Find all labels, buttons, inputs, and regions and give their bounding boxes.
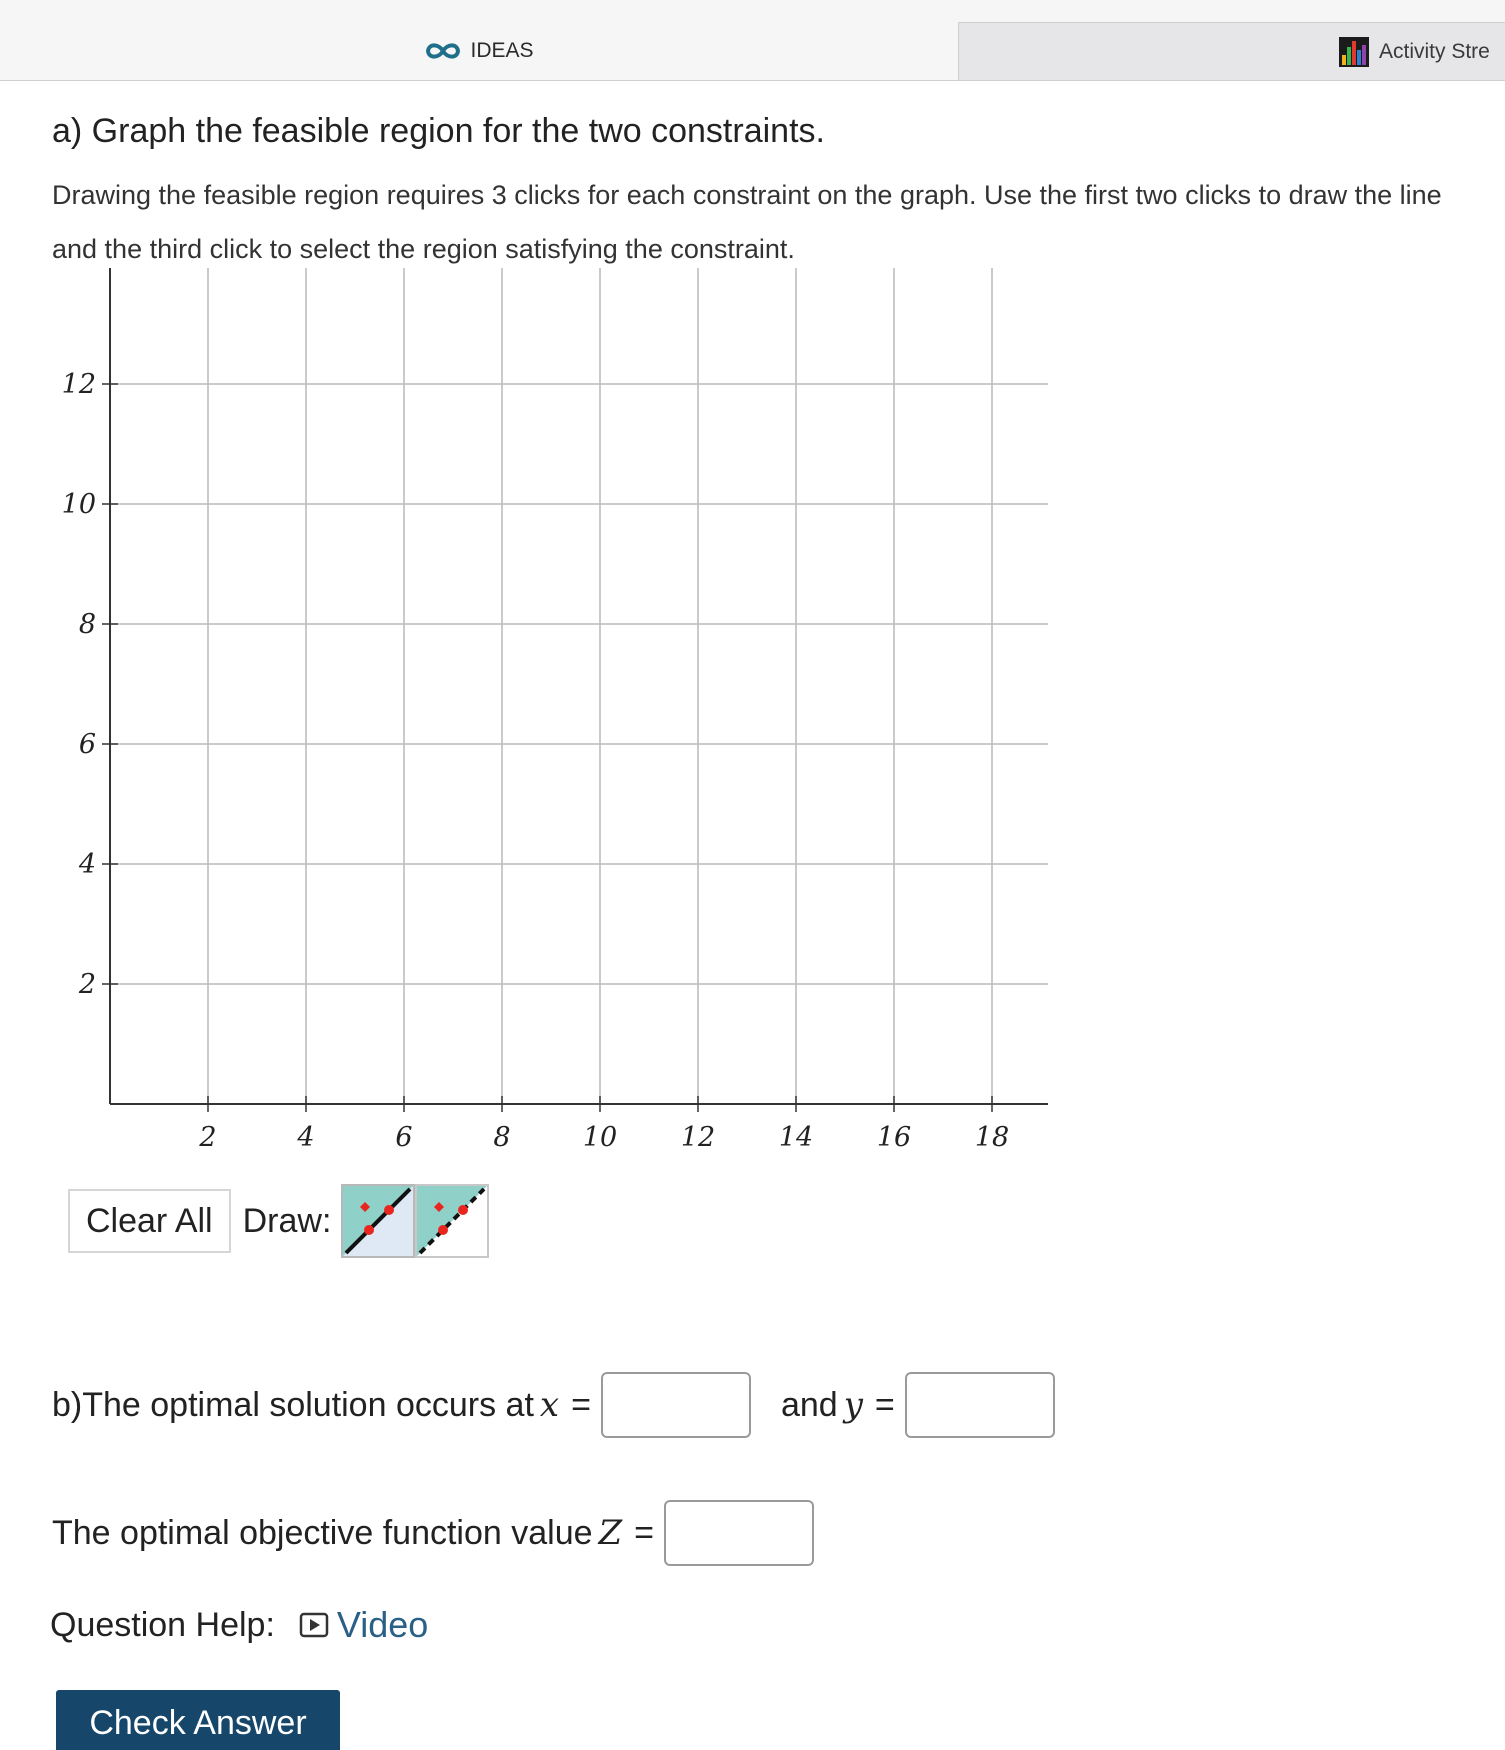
part-a-title: a) Graph the feasible region for the two constraints. xyxy=(52,112,825,150)
solid-line-tool-icon xyxy=(343,1186,413,1256)
x-tick-label: 8 xyxy=(493,1122,511,1148)
draw-label: Draw: xyxy=(242,1201,332,1240)
x-tick-label: 4 xyxy=(297,1122,315,1148)
question-help xyxy=(50,1604,428,1646)
feasible-region-graph[interactable] xyxy=(40,268,1060,1148)
x-tick-label: 2 xyxy=(199,1122,217,1148)
x-tick-label: 18 xyxy=(974,1122,1010,1148)
x-tick-label: 12 xyxy=(680,1122,716,1148)
video-play-icon xyxy=(299,1612,329,1638)
dashed-line-tool-button[interactable] xyxy=(415,1184,489,1258)
tab-ideas-label: IDEAS xyxy=(470,38,534,62)
video-help-link[interactable]: Video xyxy=(336,1604,429,1645)
y-variable: y xyxy=(843,1385,863,1425)
y-tick-label: 4 xyxy=(78,849,96,880)
x-tick-label: 6 xyxy=(395,1122,413,1148)
and-label: and xyxy=(780,1385,838,1424)
y-tick-label: 2 xyxy=(78,969,96,1000)
x-equals: = xyxy=(571,1385,591,1424)
tab-bar xyxy=(0,0,1505,81)
y-tick-label: 6 xyxy=(78,729,96,760)
x-variable: x xyxy=(539,1385,560,1425)
z-answer-input[interactable] xyxy=(664,1500,814,1566)
tab-activity-stream[interactable] xyxy=(958,22,1505,80)
objective-value-row xyxy=(52,1500,814,1566)
solid-line-tool-button[interactable] xyxy=(341,1184,415,1258)
activity-chart-icon xyxy=(1339,37,1369,67)
y-tick-label: 10 xyxy=(61,489,96,520)
dashed-line-tool-icon xyxy=(417,1186,487,1256)
question-help-label: Question Help: xyxy=(50,1605,275,1644)
x-tick-label: 10 xyxy=(582,1122,618,1148)
x-tick-label: 16 xyxy=(876,1122,912,1148)
clear-all-button[interactable]: Clear All xyxy=(68,1189,231,1253)
z-equals: = xyxy=(634,1513,655,1552)
z-variable: Z xyxy=(598,1513,623,1553)
objective-value-label: The optimal objective function value xyxy=(52,1513,593,1552)
tab-activity-label: Activity Stre xyxy=(1379,40,1490,63)
draw-toolbar xyxy=(68,1188,489,1254)
x-tick-label: 14 xyxy=(778,1122,814,1148)
infinity-icon xyxy=(424,41,462,61)
tab-ideas[interactable] xyxy=(0,22,958,79)
y-tick-label: 8 xyxy=(78,609,96,640)
optimal-solution-label: b)The optimal solution occurs at xyxy=(52,1385,534,1424)
instructions-text: Drawing the feasible region requires 3 clicks for each constraint on the graph. Use the first two clicks to draw the line and the third click to select the region satisfying the constraint. xyxy=(52,180,1442,264)
y-tick-label: 12 xyxy=(61,369,96,400)
y-answer-input[interactable] xyxy=(905,1372,1055,1438)
x-answer-input[interactable] xyxy=(601,1372,751,1438)
y-equals: = xyxy=(874,1385,895,1424)
optimal-solution-row xyxy=(52,1372,1055,1438)
check-answer-button[interactable]: Check Answer xyxy=(56,1690,340,1750)
